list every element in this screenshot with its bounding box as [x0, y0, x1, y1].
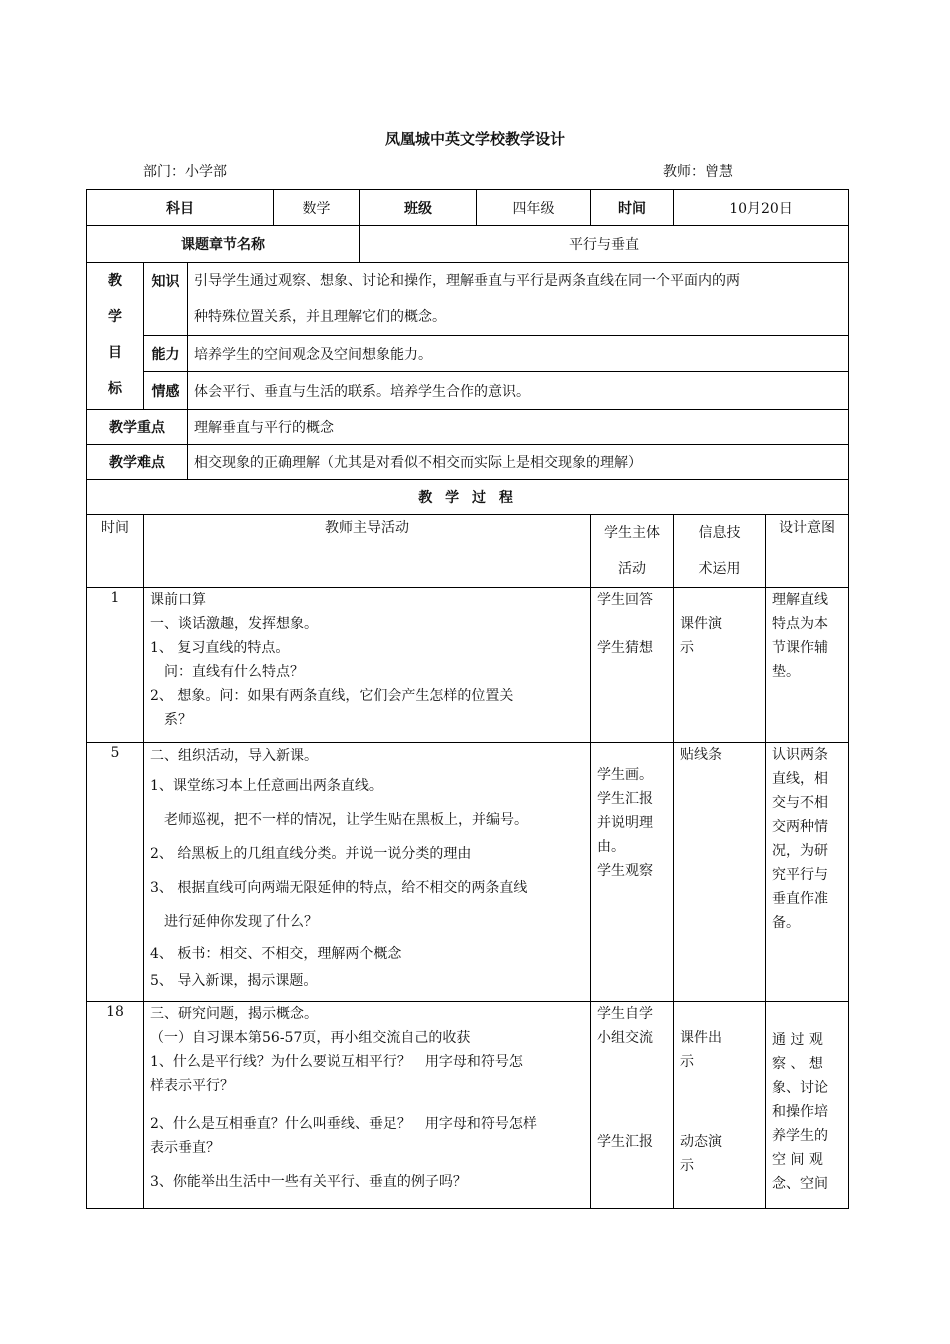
process-row-3: [87, 1002, 849, 1209]
emotion-row: [87, 372, 849, 410]
subject-label: 科目: [87, 190, 274, 226]
col-teacher-activity: 教师主导活动: [144, 515, 591, 588]
row3-intent: 通 过 观 察 、 想 象、讨论 和操作培 养学生的 空 间 观 念、空间: [766, 1002, 849, 1209]
emotion-text: 体会平行、垂直与生活的联系。培养学生合作的意识。: [188, 372, 849, 410]
process-row-1: [87, 588, 849, 743]
key-point-label: 教学重点: [87, 410, 188, 445]
row1-time: 1: [87, 588, 144, 743]
row3-tech: 课件出 示 动态演 示: [674, 1002, 766, 1209]
col-student-activity: 学生主体 活动: [591, 515, 674, 588]
row1-student-activity: 学生回答 学生猜想: [591, 588, 674, 743]
col-time: 时间: [87, 515, 144, 588]
knowledge-row: [87, 263, 849, 336]
difficulty-label: 教学难点: [87, 445, 188, 480]
process-title-row: [87, 480, 849, 515]
ability-text: 培养学生的空间观念及空间想象能力。: [188, 336, 849, 372]
chapter-row: [87, 226, 849, 263]
subject-value: 数学: [274, 190, 360, 226]
row2-tech: 贴线条: [674, 743, 766, 1002]
key-point-row: [87, 410, 849, 445]
objectives-label: 教 学 目 标: [87, 263, 144, 410]
row1-teacher-activity: 课前口算 一、谈话激趣，发挥想象。 1、 复习直线的特点。 问：直线有什么特点？ 2、 想象。问：如果有两条直线，它们会产生怎样的位置关 系？: [144, 588, 591, 743]
row2-time: 5: [87, 743, 144, 1002]
ability-label: 能力: [144, 336, 188, 372]
col-intent: 设计意图: [766, 515, 849, 588]
row2-intent: 认识两条 直线，相 交与不相 交两种情 况，为研 究平行与 垂直作准 备。: [766, 743, 849, 1002]
chapter-value: 平行与垂直: [360, 226, 849, 263]
row1-tech: 课件演 示: [674, 588, 766, 743]
difficulty-text: 相交现象的正确理解（尤其是对看似不相交而实际上是相交现象的理解）: [188, 445, 849, 480]
row3-student-activity: 学生自学 小组交流 学生汇报: [591, 1002, 674, 1209]
knowledge-text: 引导学生通过观察、想象、讨论和操作，理解垂直与平行是两条直线在同一个平面内的两 种特殊位置关系，并且理解它们的概念。: [188, 263, 849, 336]
chapter-label: 课题章节名称: [87, 226, 360, 263]
row3-time: 18: [87, 1002, 144, 1209]
date-value: 10月20日: [674, 190, 849, 226]
process-title: 教 学 过 程: [87, 480, 849, 515]
knowledge-label: 知识: [144, 263, 188, 336]
row3-teacher-activity: 三、研究问题，揭示概念。 （一）自习课本第56-57页，再小组交流自己的收获 1、什么是平行线？为什么要说互相平行？ 用字母和符号怎 样表示平行？ 2、什么是互相垂直？什么叫垂线、垂足？ 用字母和符号怎样 表示垂直？ 3、你能举出生活中一些有关平行、垂直的例子吗？: [144, 1002, 591, 1209]
process-row-2: [87, 743, 849, 1002]
class-value: 四年级: [477, 190, 591, 226]
row2-teacher-activity: 二、组织活动，导入新课。 1、课堂练习本上任意画出两条直线。 老师巡视，把不一样的情况，让学生贴在黑板上，并编号。 2、 给黑板上的几组直线分类。并说一说分类的理由 3、 根据直线可向两端无限延伸的特点，给不相交的两条直线 进行延伸你发现了什么？ 4、 板书：相交、不相交，理解两个概念 5、 导入新课，揭示课题。: [144, 743, 591, 1002]
department-label: 部门：小学部: [143, 164, 227, 180]
document-title: 凤凰城中英文学校教学设计: [384, 130, 565, 148]
teacher-label: 教师：曾慧: [663, 164, 733, 180]
class-label: 班级: [360, 190, 477, 226]
difficulty-row: [87, 445, 849, 480]
row2-student-activity: 学生画。 学生汇报 并说明理 由。 学生观察: [591, 743, 674, 1002]
lesson-plan-table: [86, 189, 849, 1209]
process-header-row: [87, 515, 849, 588]
ability-row: [87, 336, 849, 372]
time-label: 时间: [591, 190, 674, 226]
row1-intent: 理解直线 特点为本 节课作辅 垫。: [766, 588, 849, 743]
emotion-label: 情感: [144, 372, 188, 410]
col-tech: 信息技 术运用: [674, 515, 766, 588]
key-point-text: 理解垂直与平行的概念: [188, 410, 849, 445]
header-row: [87, 190, 849, 226]
